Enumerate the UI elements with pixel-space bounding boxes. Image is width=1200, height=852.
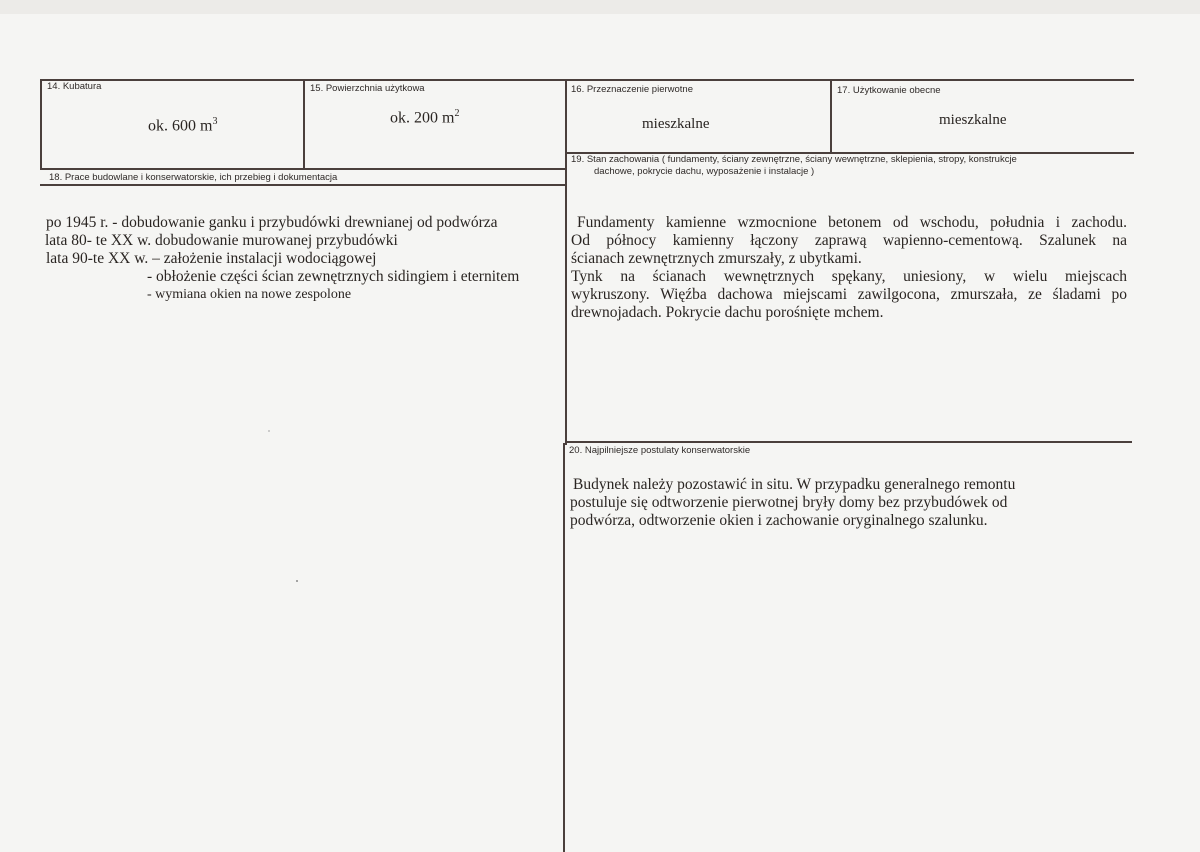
rule-left bbox=[40, 79, 42, 169]
field-14-value-text: ok. 600 m bbox=[148, 117, 213, 135]
field-15-value-text: ok. 200 m bbox=[390, 109, 455, 127]
field-15-value-sup: 2 bbox=[454, 108, 460, 119]
field-15-label: 15. Powierzchnia użytkowa bbox=[310, 83, 425, 94]
field-14-label: 14. Kubatura bbox=[47, 81, 102, 92]
field-20-line: Budynek należy pozostawić in situ. W przypadku generalnego remontu bbox=[573, 476, 1016, 493]
field-19-line: wykruszony. Więźba dachowa miejscami zawilgocona, zmurszała, ze śladami po bbox=[571, 286, 1127, 303]
field-18-label: 18. Prace budowlane i konserwatorskie, ich przebieg i dokumentacja bbox=[49, 172, 338, 183]
field-19-label-line1: 19. Stan zachowania ( fundamenty, ściany zewnętrzne, ściany wewnętrzne, sklepienia, stropy, konstrukcje bbox=[571, 154, 1017, 165]
field-19-line: Od północy kamienny łączony zaprawą wapienno-cementową. Szalunek na bbox=[571, 232, 1127, 249]
rule-top bbox=[40, 79, 1134, 81]
field-19-line: Fundamenty kamienne wzmocnione betonem od wschodu, południa i zachodu. bbox=[577, 214, 1127, 231]
field-19-text bbox=[571, 214, 1127, 322]
field-19-line: Tynk na ścianach wewnętrznych spękany, uniesiony, w wielu miejscach bbox=[571, 268, 1127, 285]
field-20-text bbox=[570, 476, 1015, 530]
field-18-line: - obłożenie części ścian zewnętrznych sidingiem i eternitem bbox=[147, 268, 520, 285]
scan-speck bbox=[296, 580, 298, 582]
divider-14-15 bbox=[303, 79, 305, 168]
rule-under-18-label bbox=[40, 184, 566, 186]
field-19-label-line2: dachowe, pokrycie dachu, wyposażenie i instalacje ) bbox=[594, 166, 815, 177]
field-16-label: 16. Przeznaczenie pierwotne bbox=[571, 84, 693, 95]
divider-lower bbox=[563, 443, 565, 852]
divider-15-16 bbox=[565, 79, 567, 445]
field-18-line: lata 80- te XX w. dobudowanie murowanej przybudówki bbox=[45, 232, 398, 249]
field-16-value: mieszkalne bbox=[642, 116, 710, 132]
field-19-line: drewnojadach. Pokrycie dachu porośnięte mchem. bbox=[571, 304, 884, 321]
field-14-value-sup: 3 bbox=[212, 116, 218, 127]
field-18-line: po 1945 r. - dobudowanie ganku i przybudówki drewnianej od podwórza bbox=[46, 214, 498, 231]
field-14-value bbox=[148, 116, 217, 135]
field-20-line: podwórza, odtworzenie okien i zachowanie oryginalnego szalunku. bbox=[570, 512, 988, 529]
field-20-line: postuluje się odtworzenie pierwotnej bryły domy bez przybudówek od bbox=[570, 494, 1008, 511]
scan-speck bbox=[268, 430, 270, 432]
divider-16-17 bbox=[830, 80, 832, 152]
rule-under-14-15 bbox=[40, 168, 566, 170]
field-18-line: - wymiana okien na nowe zespolone bbox=[147, 287, 352, 302]
field-18-line: lata 90-te XX w. – założenie instalacji wodociągowej bbox=[46, 250, 377, 267]
field-17-label: 17. Użytkowanie obecne bbox=[837, 85, 941, 96]
field-19-line: ścianach zewnętrznych zmurszały, z ubytkami. bbox=[571, 250, 862, 267]
scan-edge bbox=[0, 0, 1200, 14]
rule-section-20 bbox=[566, 441, 1132, 443]
field-17-value: mieszkalne bbox=[939, 112, 1007, 128]
field-20-label: 20. Najpilniejsze postulaty konserwatorskie bbox=[569, 445, 751, 456]
field-15-value bbox=[390, 108, 459, 127]
field-18-text bbox=[46, 214, 519, 304]
